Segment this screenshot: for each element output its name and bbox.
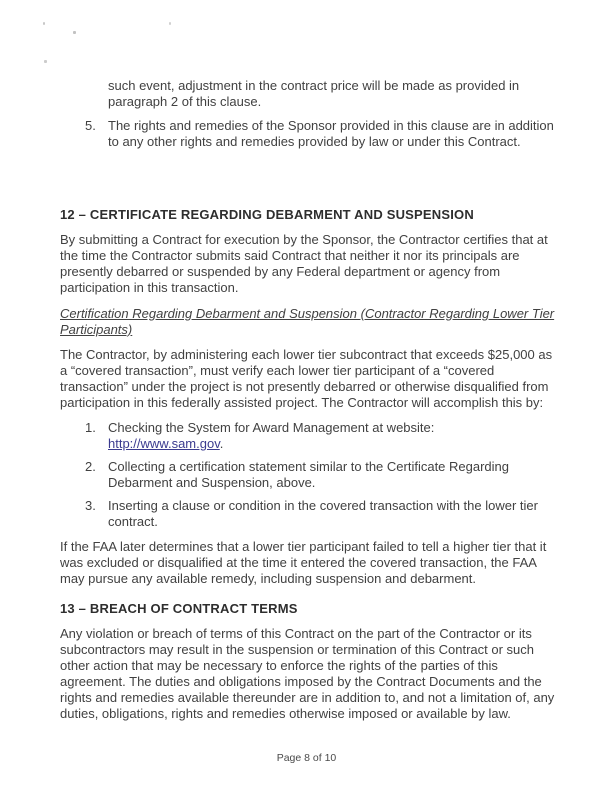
list-item-text [108, 420, 559, 452]
scan-speck [43, 22, 45, 25]
list-item-3 [85, 498, 559, 530]
scan-speck [44, 60, 47, 63]
list-number: 5. [85, 118, 96, 133]
list-number: 2. [85, 459, 96, 474]
link-suffix: . [219, 436, 224, 451]
section-12-paragraph-1: By submitting a Contract for execution by the Sponsor, the Contractor certifies that at the time the Contractor submits said Contract that neither it nor its principals are presently debarred or suspended by any Federal department or agency from participation in this transaction. [60, 232, 548, 295]
section-12-paragraph-2: The Contractor, by administering each lower tier subcontract that exceeds $25,000 as a “covered transaction”, must verify each lower tier participant of a “covered transaction” under the project is not presently debarred or otherwise disqualified from participation in this federally assisted project. The Contractor will accomplish this by: [60, 347, 553, 410]
list-item-1-text: Checking the System for Award Management at website: [108, 420, 435, 435]
list-item-1 [85, 420, 559, 452]
list-item-text: The rights and remedies of the Sponsor provided in this clause are in addition to any other rights and remedies provided by law or under this Contract. [108, 118, 554, 149]
scan-speck [73, 31, 76, 34]
list-item-2 [85, 459, 559, 491]
sam-gov-link[interactable]: http://www.sam.gov [108, 436, 220, 451]
list-item-text: Inserting a clause or condition in the covered transaction with the lower tier contract. [108, 498, 538, 529]
page-number-footer: Page 8 of 10 [276, 752, 337, 764]
section-13-heading: 13 – BREACH OF CONTRACT TERMS [60, 601, 298, 616]
section-13-paragraph-1: Any violation or breach of terms of this Contract on the part of the Contractor or its subcontractors may result in the suspension or termination of this Contract or such other action that may be necessary to enforce the rights of the parties of this agreement. The duties and obligations imposed by the Contract Documents and the rights and remedies available thereunder are in addition to, and not a limitation of, any duties, obligations, rights and remedies otherwise imposed or available by law. [60, 626, 555, 721]
scan-speck [169, 22, 171, 25]
section-12-heading: 12 – CERTIFICATE REGARDING DEBARMENT AND SUSPENSION [60, 207, 474, 222]
list-item-text: Collecting a certification statement similar to the Certificate Regarding Debarment and Suspension, above. [108, 459, 510, 490]
list-number: 1. [85, 420, 96, 435]
certification-subheading: Certification Regarding Debarment and Suspension (Contractor Regarding Lower Tier Participants) [60, 306, 555, 337]
list-number: 3. [85, 498, 96, 513]
continuation-paragraph: such event, adjustment in the contract price will be made as provided in paragraph 2 of this clause. [108, 78, 520, 109]
section-gap [60, 157, 559, 207]
section-12-paragraph-3: If the FAA later determines that a lower tier participant failed to tell a higher tier that it was excluded or disqualified at the time it entered the covered transaction, the FAA may pursue any available remedy, including suspension and debarment. [60, 539, 547, 586]
list-item-5 [85, 118, 559, 150]
